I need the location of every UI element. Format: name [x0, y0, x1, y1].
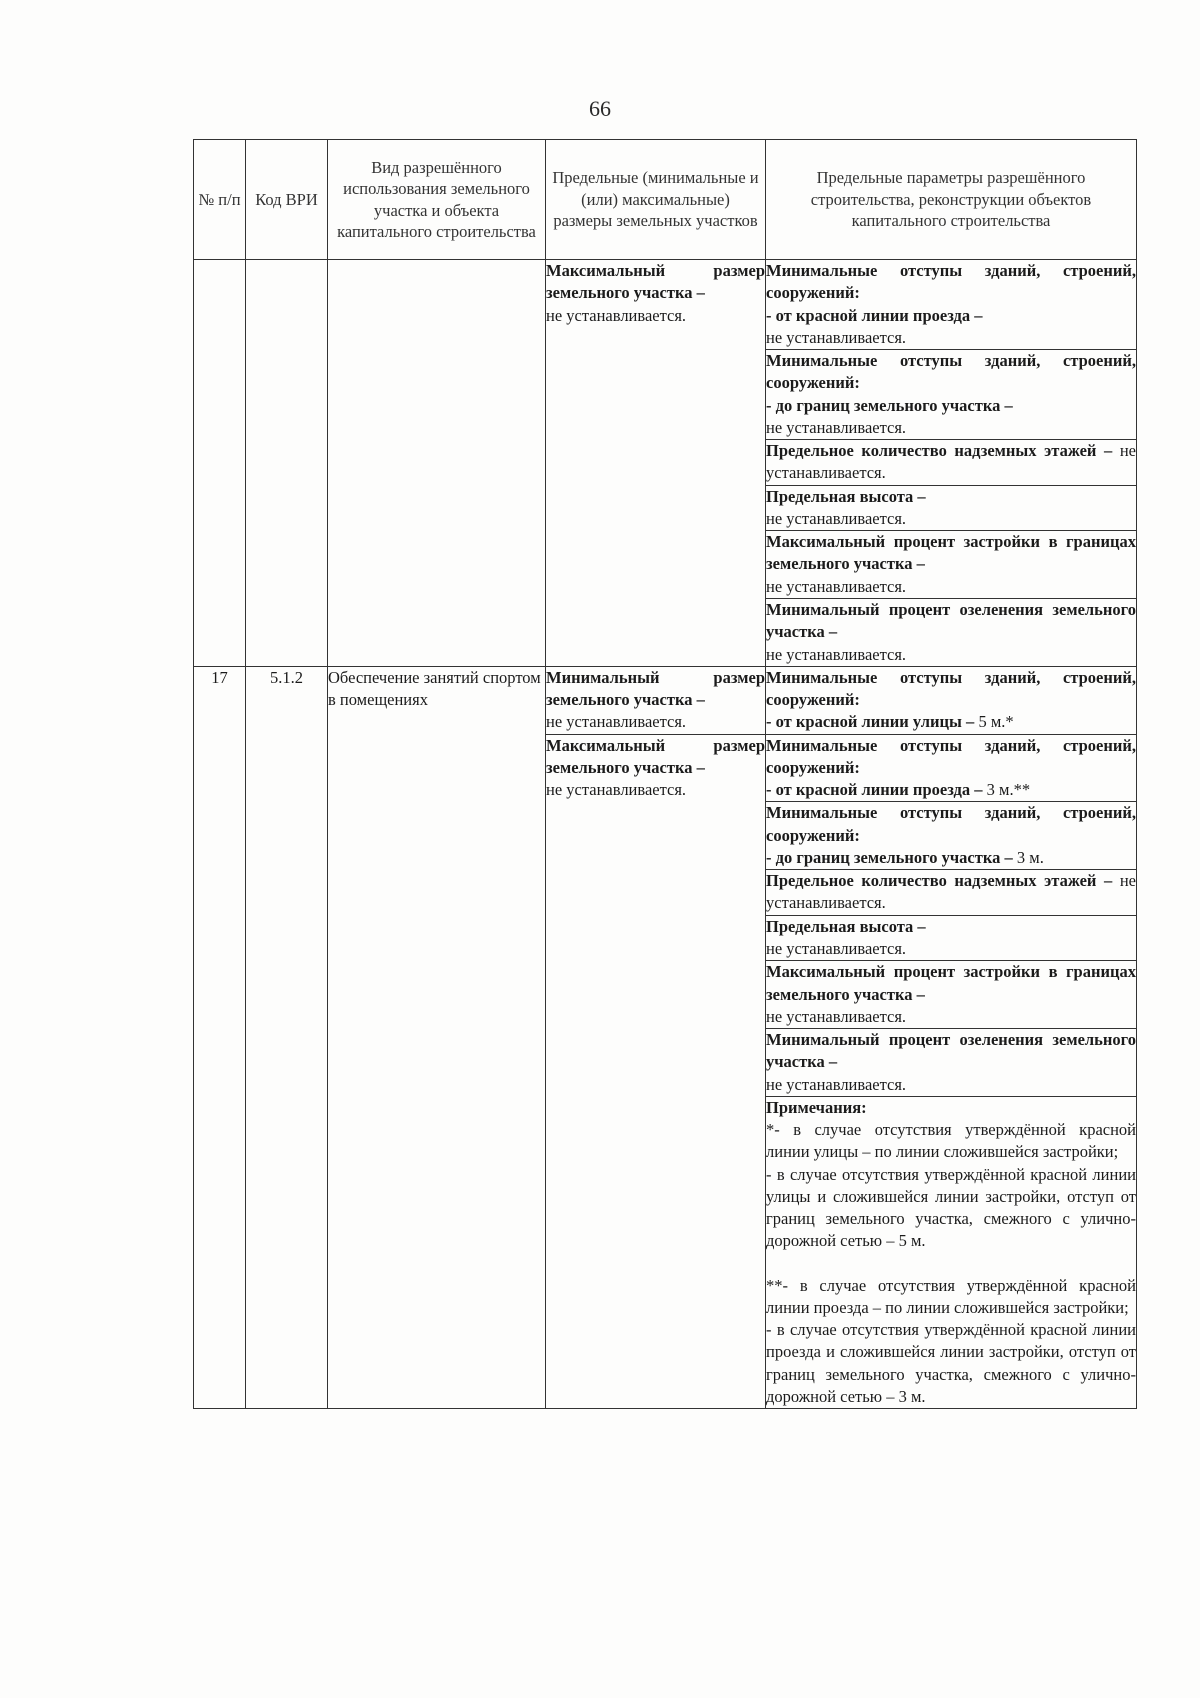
param-label: Минимальные отступы зданий, строений, сооружений:: [766, 667, 1136, 710]
param-cell: [766, 350, 1137, 440]
param-cell: [766, 598, 1137, 666]
param-value: не устанавливается.: [766, 644, 907, 664]
param-value: не устанавливается.: [766, 938, 907, 958]
param-cell: [766, 802, 1137, 870]
notes-cell: [766, 1096, 1137, 1408]
page-number: 66: [589, 96, 611, 121]
note-text: *- в случае отсутствия утверждённой красной линии улицы – по линии сложившейся застройки;: [766, 1120, 1136, 1162]
param-label: Предельная высота –: [766, 916, 926, 936]
note-text: - в случае отсутствия утверждённой красной линии улицы и сложившейся линии застройки, отступ от границ земельного участка, смежного с улично-дорожной сетью – 5 м.: [766, 1164, 1136, 1251]
param-value: 3 м.: [1016, 847, 1044, 867]
param-cell: [766, 531, 1137, 599]
param-cell: [766, 485, 1137, 531]
param-label: - до границ земельного участка –: [766, 847, 1013, 867]
param-cell: [766, 870, 1137, 916]
param-label: Максимальный процент застройки в границах земельного участка –: [766, 962, 1136, 1004]
prev-use-cell: [328, 260, 546, 667]
param-value: 3 м.**: [986, 780, 1031, 800]
param-label: Минимальные отступы зданий, строений, сооружений:: [766, 803, 1136, 845]
param-label: Минимальные отступы зданий, строений, сооружений:: [766, 351, 1136, 393]
param-value: не устанавливается.: [766, 576, 907, 596]
param-cell: [766, 666, 1137, 734]
header-size: Предельные (минимальные и (или) максимальные) размеры земельных участков: [546, 140, 766, 260]
param-value: не устанавливается.: [766, 508, 907, 528]
param-value: не устанавливается.: [766, 1074, 907, 1094]
use-text: Обеспечение занятий спортом в помещениях: [328, 667, 541, 710]
param-cell: [766, 915, 1137, 961]
note-text: **- в случае отсутствия утверждённой красной линии проезда – по линии сложившейся застройки;: [766, 1275, 1136, 1317]
param-label: - до границ земельного участка –: [766, 395, 1013, 415]
param-value: не устанавливается.: [766, 1006, 907, 1026]
row-use: [328, 666, 546, 1409]
param-label: Минимальный процент озеленения земельного участка –: [766, 599, 1136, 642]
param-cell: [766, 734, 1137, 802]
param-label: Минимальные отступы зданий, строений, сооружений:: [766, 261, 1136, 303]
param-label: Минимальный процент озеленения земельного участка –: [766, 1030, 1136, 1072]
table-row: [194, 666, 1137, 734]
row-number: 17: [194, 666, 246, 1409]
max-size-cell: [546, 734, 766, 1409]
param-label: Минимальные отступы зданий, строений, сооружений:: [766, 735, 1136, 777]
param-label: Предельное количество надземных этажей –: [766, 441, 1113, 461]
max-size-label: Максимальный размер земельного участка –: [546, 735, 765, 777]
param-cell: [766, 961, 1137, 1029]
header-use: Вид разрешённого использования земельного участка и объекта капитального строительства: [328, 140, 546, 260]
header-code: Код ВРИ: [246, 140, 328, 260]
row-code: 5.1.2: [246, 666, 328, 1409]
min-size-cell: [546, 666, 766, 734]
param-value: не устанавливается.: [766, 871, 1136, 913]
param-value: 5 м.*: [978, 712, 1014, 732]
param-label: Предельная высота –: [766, 486, 926, 506]
max-size-value: не устанавливается.: [546, 780, 687, 800]
header-params: Предельные параметры разрешённого строительства, реконструкции объектов капитального строительства: [766, 140, 1137, 260]
param-value: не устанавливается.: [766, 417, 907, 437]
param-cell: [766, 1029, 1137, 1097]
param-label: Предельное количество надземных этажей –: [766, 871, 1113, 891]
param-label: - от красной линии проезда –: [766, 780, 983, 800]
param-label: - от красной линии проезда –: [766, 305, 983, 325]
table-header-row: [194, 140, 1137, 260]
min-size-label: Минимальный размер земельного участка –: [546, 667, 765, 710]
note-text: - в случае отсутствия утверждённой красной линии проезда и сложившейся линии застройки, отступ от границ земельного участка, смежного с улично-дорожной сетью – 3 м.: [766, 1320, 1136, 1407]
prev-num-cell: [194, 260, 246, 667]
param-value: не устанавливается.: [766, 327, 907, 347]
param-label: - от красной линии улицы –: [766, 712, 975, 732]
max-size-label: Максимальный размер земельного участка –: [546, 261, 765, 303]
param-cell: [766, 260, 1137, 350]
param-label: Максимальный процент застройки в границах земельного участка –: [766, 532, 1136, 574]
param-value: не устанавливается.: [766, 441, 1136, 483]
prev-max-size-cell: [546, 260, 766, 667]
permitted-use-table: [193, 139, 1137, 1409]
param-cell: [766, 440, 1137, 486]
notes-title: Примечания:: [766, 1097, 867, 1117]
max-size-value: не устанавливается.: [546, 305, 687, 325]
table-row: [194, 260, 1137, 350]
header-number: № п/п: [194, 140, 246, 260]
prev-code-cell: [246, 260, 328, 667]
min-size-value: не устанавливается.: [546, 712, 687, 732]
